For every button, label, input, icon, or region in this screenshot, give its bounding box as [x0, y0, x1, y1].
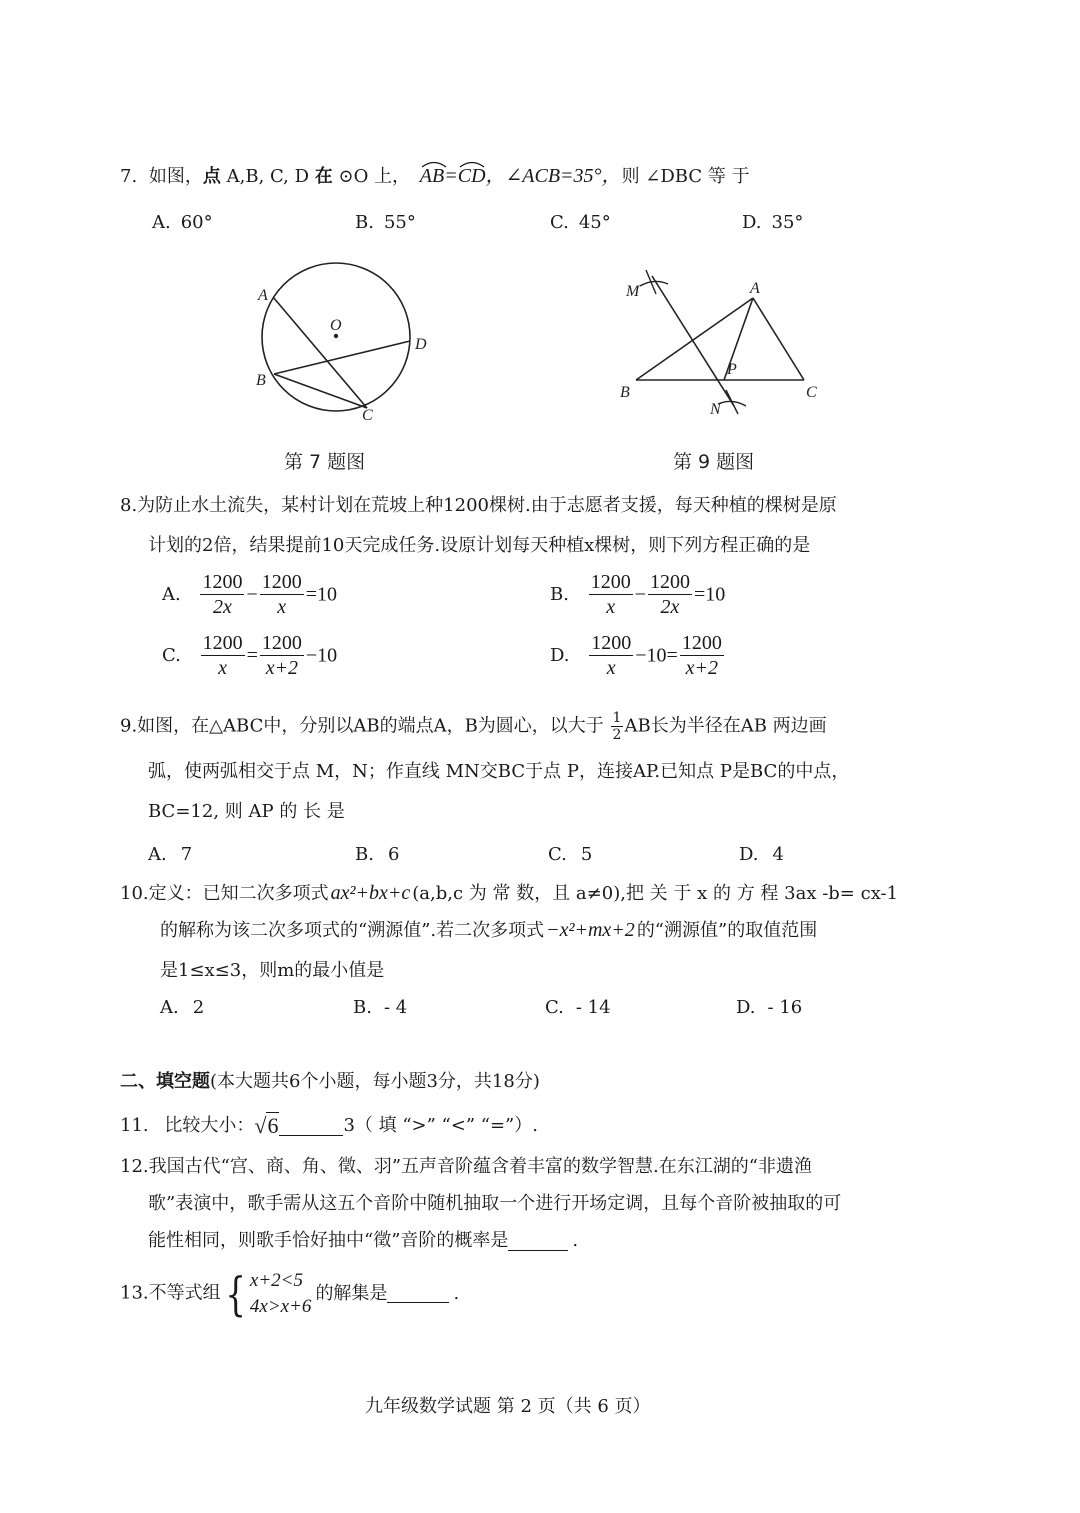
- sqrt-symbol: √6: [254, 1113, 279, 1138]
- fig7-label-a: A: [258, 287, 268, 304]
- fig9-label-n: N: [710, 401, 721, 418]
- q9-option-c: C. 5: [548, 844, 593, 865]
- q10-option-c: C. - 14: [545, 997, 611, 1018]
- q7-text-b: 点: [202, 166, 221, 187]
- q7-text-a: 如图，: [148, 166, 203, 187]
- q10-line-2: 的解称为该二次多项式的“溯源值”.若二次多项式 −x²+mx+2 的“溯源值”的取值范围: [160, 919, 818, 941]
- q10-option-d: D. - 16: [736, 997, 803, 1018]
- q8-option-d: D. $\frac{1200}{x}$ −10= $\frac{1200}{x+2}$: [550, 632, 722, 679]
- brace-icon: {: [225, 1266, 246, 1321]
- q7-option-c: C. 45°: [550, 212, 611, 233]
- q7-text-f: 上，: [374, 166, 411, 187]
- section-2-heading: [120, 1073, 540, 1091]
- q7-arc-ab: AB: [420, 166, 444, 186]
- fig7-label-c: C: [362, 407, 373, 424]
- q8-option-a: A. $\frac{1200}{2x}$ − $\frac{1200}{x}$ =10: [162, 571, 338, 618]
- figure-9-triangle-diagram: [610, 258, 840, 423]
- q8-line-2: 计划的2倍，结果提前10天完成任务.设原计划每天种植x棵树，则下列方程正确的是: [148, 535, 811, 556]
- q10-line-1: 10.定义：已知二次多项式 ax²+bx+c (a,b,c 为 常 数，且 a≠0),把 关 于 x 的 方 程 3ax -b= cx-1: [120, 882, 899, 904]
- q7-number: 7.: [120, 166, 138, 187]
- arc-mark-icon: [458, 158, 486, 168]
- q10-option-b: B. - 4: [353, 997, 408, 1018]
- fig9-label-p: P: [727, 361, 737, 378]
- q9-option-a: A. 7: [148, 844, 193, 865]
- q10-polynomial: ax²+bx+c: [330, 882, 411, 904]
- q7-angle: ，∠ACB=35°，: [485, 165, 622, 187]
- inequality-system: x+2<5 4x>x+6: [249, 1270, 312, 1317]
- q12-answer-blank[interactable]: [508, 1232, 568, 1251]
- q8-option-c: C. $\frac{1200}{x}$ = $\frac{1200}{x+2}$ −10: [162, 632, 338, 679]
- q7-text-d: 在: [314, 166, 333, 187]
- fig9-label-c: C: [806, 384, 817, 401]
- q10-line-3: 是1≤x≤3，则m的最小值是: [160, 960, 385, 981]
- figure-9-caption: 第 9 题图: [673, 451, 755, 473]
- q9-line-2: 弧，使两弧相交于点 M，N；作直线 MN交BC于点 P，连接AP.已知点 P是BC的中点，: [148, 761, 850, 782]
- q9-half-fraction: $\frac{1}{2}$: [612, 710, 622, 743]
- q9-line-3: BC=12, 则 AP 的 长 是: [148, 801, 345, 822]
- question-7: [120, 166, 750, 186]
- q7-text-c: A,B, C, D: [220, 166, 315, 187]
- q10-option-a: A. 2: [160, 997, 205, 1018]
- q9-option-b: B. 6: [355, 844, 400, 865]
- q7-option-a: A. 60°: [152, 212, 213, 233]
- question-11: 11. 比较大小：√6 3（ 填 “>” “<” “=”）.: [120, 1113, 538, 1138]
- fig9-label-m: M: [626, 283, 640, 300]
- q7-option-d: D. 35°: [742, 212, 804, 233]
- section-2-title: 二、填空题: [120, 1071, 210, 1092]
- fig7-label-b: B: [256, 372, 266, 389]
- q9-option-d: D. 4: [739, 844, 784, 865]
- q7-equals: =: [444, 165, 458, 187]
- fig9-label-b: B: [620, 384, 630, 401]
- fig7-label-d: D: [415, 336, 427, 353]
- fig9-label-a: A: [750, 280, 760, 297]
- q12-line-1: 12.我国古代“宫、商、角、徵、羽”五声音阶蕴含着丰富的数学智慧.在东江湖的“非遗渔: [120, 1156, 812, 1177]
- q8-line-1: 8.为防止水土流失，某村计划在荒坡上种1200棵树.由于志愿者支援，每天种植的棵树是原: [120, 495, 837, 516]
- q9-line-1: 9.如图，在△ABC中，分别以AB的端点A，B为圆心，以大于 $\frac{1}{2}$ AB长为半径在AB 两边画: [120, 710, 827, 743]
- fig7-label-o: O: [330, 317, 342, 334]
- q11-answer-blank[interactable]: [279, 1117, 343, 1136]
- figure-7-caption: 第 7 题图: [284, 451, 366, 473]
- q13-answer-blank[interactable]: [387, 1284, 449, 1303]
- page-footer: 九年级数学试题 第 2 页（共 6 页）: [365, 1396, 651, 1417]
- q7-text-g: 则 ∠DBC 等 于: [621, 166, 750, 187]
- q7-option-b: B. 55°: [355, 212, 416, 233]
- q7-text-e: ⊙O: [332, 166, 375, 187]
- q10-polynomial-2: −x²+mx+2: [546, 919, 635, 941]
- q8-option-b: B. $\frac{1200}{x}$ − $\frac{1200}{2x}$ =10: [550, 571, 726, 618]
- q7-arc-cd: CD: [458, 166, 486, 186]
- question-13: 13.不等式组{ x+2<5 4x>x+6 的解集是 .: [120, 1266, 460, 1321]
- section-2-desc: (本大题共6个小题，每小题3分，共18分): [210, 1071, 540, 1092]
- q12-line-3: 能性相同，则歌手恰好抽中“徵”音阶的概率是 .: [148, 1230, 579, 1251]
- q12-line-2: 歌”表演中，歌手需从这五个音阶中随机抽取一个进行开场定调，且每个音阶被抽取的可: [148, 1193, 842, 1214]
- figure-7-circle-diagram: [240, 252, 440, 432]
- arc-mark-icon: [420, 158, 448, 168]
